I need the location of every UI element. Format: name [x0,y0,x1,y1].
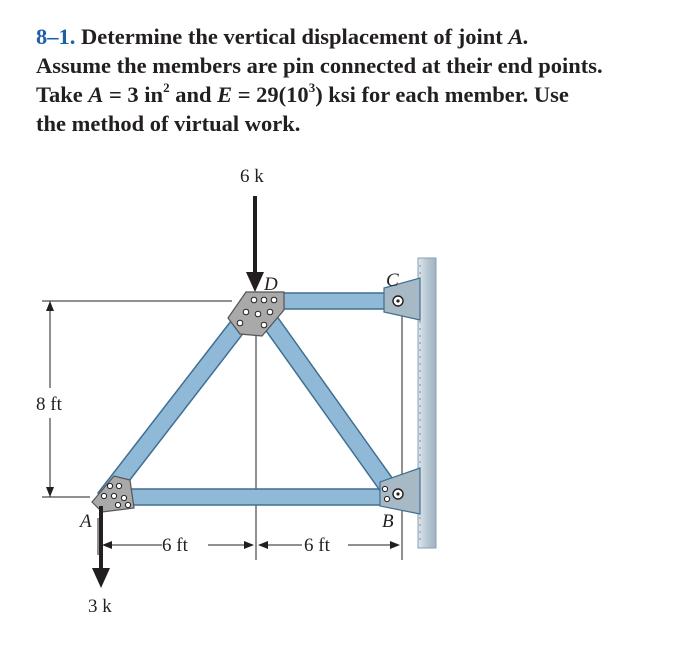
gusset-plate-a [92,476,134,512]
dim-label-right: 6 ft [304,535,330,556]
dim-label-height: 8 ft [36,394,62,415]
problem-line-1: 8–1. Determine the vertical displacement of joint A. [36,24,530,49]
joint-label-c: C [386,270,399,291]
load-label-3k: 3 k [88,596,112,617]
joint-label-d: D [264,274,278,295]
joint-label-a: A [80,511,92,532]
member-ab [112,489,388,505]
load-label-6k: 6 k [240,166,264,187]
wall-support [418,258,436,548]
problem-number: 8–1. [36,24,76,49]
load-arrow-6k [246,196,264,292]
problem-line-4: the method of virtual work. [36,111,301,136]
joint-label-b: B [382,511,394,532]
dim-label-left: 6 ft [162,535,188,556]
problem-line-3: Take A = 3 $in^2$ and $E = 29(10^3)$ ksi for each member. Use [36,79,569,107]
problem-line-2: Assume the members are pin connected at their end points. [36,53,603,78]
member-db [252,301,400,499]
